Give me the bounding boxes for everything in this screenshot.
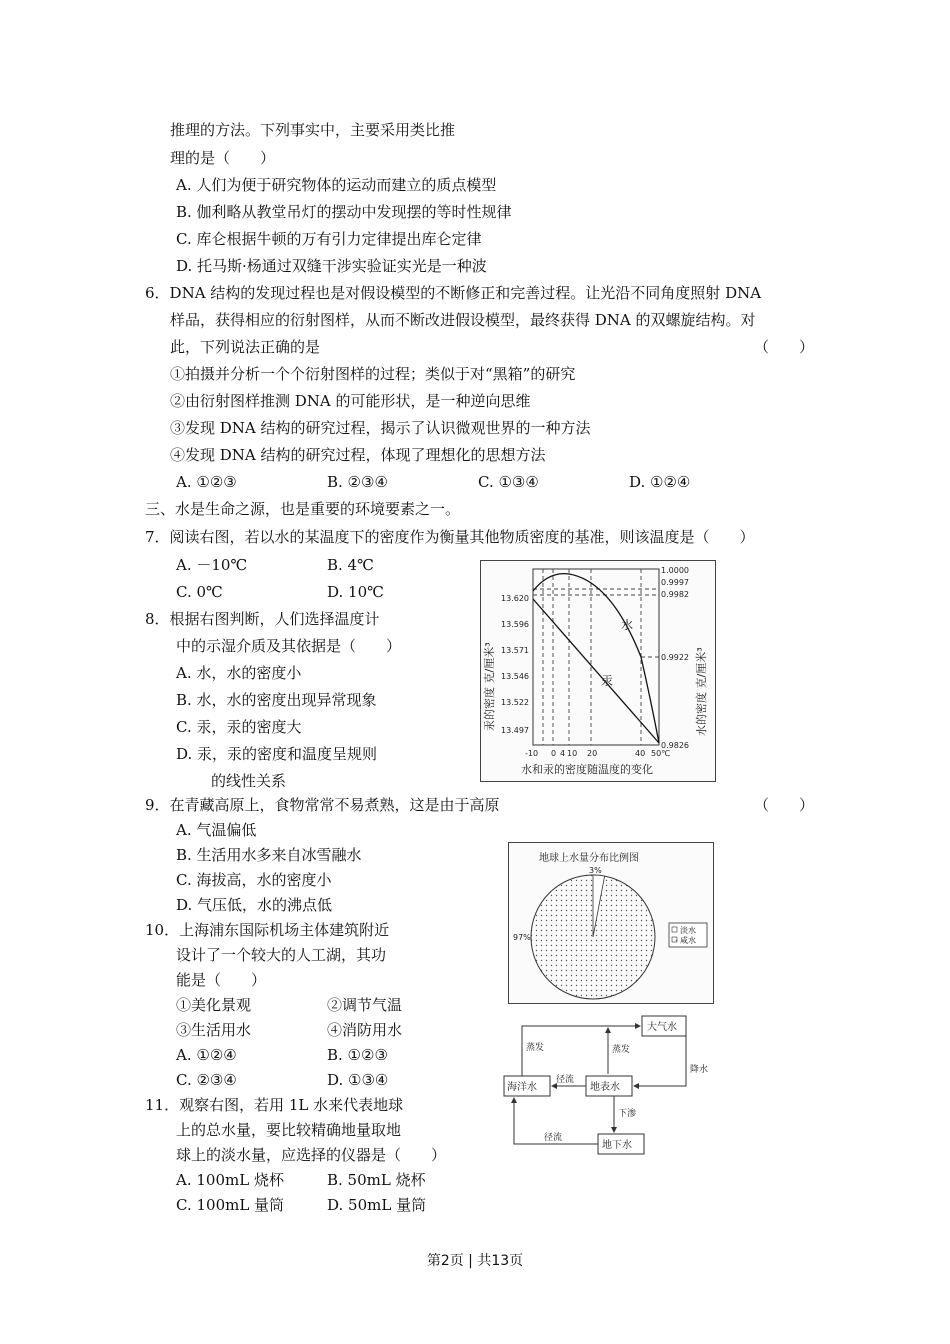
label-evap-1: 蒸发 xyxy=(526,1043,545,1053)
legend-fresh-swatch xyxy=(672,927,677,932)
q9-option-a: A. 气温偏低 xyxy=(176,821,257,839)
right-tick-5: 0.9826 xyxy=(661,741,689,750)
pie-chart-title: 地球上水量分布比例图 xyxy=(539,853,639,864)
q7-option-d: D. 10℃ xyxy=(327,583,384,601)
left-tick-2: 13.596 xyxy=(501,620,529,629)
x-tick-5: 20 xyxy=(587,749,598,758)
legend-fresh-label: 淡水 xyxy=(680,926,696,935)
density-chart-svg xyxy=(481,561,715,781)
legend-salt-label: 咸水 xyxy=(680,936,696,945)
left-tick-3: 13.571 xyxy=(501,646,529,655)
q6-statement-1: ①拍摄并分析一个个衍射图样的过程；类似于对“黑箱”的研究 xyxy=(170,365,576,383)
water-cycle-figure xyxy=(494,1012,709,1167)
q6-stem-line3: 此，下列说法正确的是 xyxy=(170,338,321,356)
q8-stem-line1: 8．根据右图判断，人们选择温度计 xyxy=(145,610,380,628)
q6-statement-4: ④发现 DNA 结构的研究过程，体现了理想化的思想方法 xyxy=(170,446,546,464)
q10-item-2: ②调节气温 xyxy=(327,996,403,1014)
q9-answer-bracket: （ ） xyxy=(754,796,815,814)
q10-item-1: ①美化景观 xyxy=(176,996,252,1014)
q9-stem: 9．在青藏高原上，食物常常不易煮熟，这是由于高原 xyxy=(145,796,500,814)
q7-option-c: C. 0℃ xyxy=(176,583,223,601)
label-runoff-1: 径流 xyxy=(556,1075,575,1085)
q6-statement-2: ②由衍射图样推测 DNA 的可能形状，是一种逆向思维 xyxy=(170,392,531,410)
x-tick-6: 40 xyxy=(635,749,646,758)
q8-option-c: C. 汞，汞的密度大 xyxy=(176,718,302,736)
label-evap-2: 蒸发 xyxy=(612,1045,631,1055)
q10-stem-line2: 设计了一个较大的人工湖，其功 xyxy=(176,946,387,964)
label-atmosphere: 大气水 xyxy=(647,1022,677,1033)
section-3-heading: 三、水是生命之源，也是重要的环境要素之一。 xyxy=(145,500,461,518)
right-tick-2: 0.9997 xyxy=(661,578,689,587)
left-tick-1: 13.620 xyxy=(501,594,529,603)
q9-option-d: D. 气压低，水的沸点低 xyxy=(176,896,333,914)
q8-option-d-line1: D. 汞，汞的密度和温度呈规则 xyxy=(176,745,378,763)
density-chart-caption: 水和汞的密度随温度的变化 xyxy=(521,763,653,776)
q5-option-b: B. 伽利略从教堂吊灯的摆动中发现摆的等时性规律 xyxy=(176,203,512,221)
right-tick-4: 0.9922 xyxy=(661,653,689,662)
right-tick-1: 1.0000 xyxy=(661,566,689,575)
q9-option-c: C. 海拔高，水的密度小 xyxy=(176,871,332,889)
q11-stem-line3: 球上的淡水量，应选择的仪器是（ ） xyxy=(176,1146,447,1164)
water-distribution-figure xyxy=(508,842,714,1004)
right-tick-3: 0.9982 xyxy=(661,590,689,599)
q5-option-d: D. 托马斯·杨通过双缝干涉实验证实光是一种波 xyxy=(176,257,487,275)
q6-option-b: B. ②③④ xyxy=(327,473,388,491)
q6-answer-bracket: （ ） xyxy=(754,338,815,356)
q8-stem-line2: 中的示湿介质及其依据是（ ） xyxy=(176,637,402,655)
q8-option-b: B. 水，水的密度出现异常现象 xyxy=(176,691,377,709)
x-tick-4: 10 xyxy=(567,749,578,758)
q6-option-a: A. ①②③ xyxy=(176,473,237,491)
arrow-precipitation xyxy=(634,1036,686,1086)
q7-option-a: A. －10℃ xyxy=(176,556,248,574)
q10-option-b: B. ①②③ xyxy=(327,1046,388,1064)
q8-option-a: A. 水，水的密度小 xyxy=(176,664,302,682)
q10-option-d: D. ①③④ xyxy=(327,1071,389,1089)
q7-option-b: B. 4℃ xyxy=(327,556,374,574)
label-runoff-2: 径流 xyxy=(544,1133,563,1143)
q6-statement-3: ③发现 DNA 结构的研究过程，揭示了认识微观世界的一种方法 xyxy=(170,419,591,437)
q10-option-a: A. ①②④ xyxy=(176,1046,237,1064)
pie-chart-svg xyxy=(509,843,713,1003)
pie-label-fresh: 3% xyxy=(589,866,602,875)
x-tick-7: 50℃ xyxy=(651,749,671,758)
q8-option-d-line2: 的线性关系 xyxy=(211,772,287,790)
right-axis-title: 水的密度 克/厘米³ xyxy=(695,647,708,736)
legend-salt-swatch xyxy=(672,937,677,942)
q6-option-c: C. ①③④ xyxy=(478,473,539,491)
x-tick-2: 0 xyxy=(551,749,557,758)
q6-stem-line1: 6．DNA 结构的发现过程也是对假设模型的不断修正和完善过程。让光沿不同角度照射 DNA xyxy=(145,284,762,302)
density-figure xyxy=(480,560,716,782)
q11-stem-line2: 上的总水量，要比较精确地量取地 xyxy=(176,1121,402,1139)
label-ocean: 海洋水 xyxy=(507,1082,537,1093)
page-footer: 第2页 | 共13页 xyxy=(426,1253,524,1269)
q6-option-d: D. ①②④ xyxy=(629,473,691,491)
q6-stem-line2: 样品，获得相应的衍射图样，从而不断改进假设模型，最终获得 DNA 的双螺旋结构。对 xyxy=(170,311,756,329)
q7-stem: 7．阅读右图，若以水的某温度下的密度作为衡量其他物质密度的基准，则该温度是（ ） xyxy=(145,528,755,546)
label-groundwater: 地下水 xyxy=(602,1140,632,1151)
q5-stem-line1: 推理的方法。下列事实中，主要采用类比推 xyxy=(170,121,456,139)
left-tick-6: 13.497 xyxy=(501,726,529,735)
left-tick-4: 13.546 xyxy=(501,672,529,681)
water-series-label: 水 xyxy=(621,618,634,632)
label-surface-water: 地表水 xyxy=(590,1082,620,1093)
q11-option-b: B. 50mL 烧杯 xyxy=(327,1171,426,1189)
label-precip: 降水 xyxy=(690,1065,709,1075)
q10-option-c: C. ②③④ xyxy=(176,1071,237,1089)
q11-option-a: A. 100mL 烧杯 xyxy=(176,1171,284,1189)
q11-option-d: D. 50mL 量筒 xyxy=(327,1196,427,1214)
water-density-curve xyxy=(533,574,659,743)
q5-stem-line2: 理的是（ ） xyxy=(170,149,276,167)
q10-stem-line3: 能是（ ） xyxy=(176,971,267,989)
q10-stem-line1: 10．上海浦东国际机场主体建筑附近 xyxy=(145,921,390,939)
water-cycle-svg xyxy=(494,1012,709,1167)
left-axis-title: 汞的密度 克/厘米³ xyxy=(483,642,496,731)
pie-label-salt: 97% xyxy=(513,933,531,942)
x-tick-1: -10 xyxy=(525,749,539,758)
density-guide-lines xyxy=(533,569,659,745)
q5-option-a: A. 人们为便于研究物体的运动而建立的质点模型 xyxy=(176,176,497,194)
q11-option-c: C. 100mL 量筒 xyxy=(176,1196,285,1214)
q10-item-3: ③生活用水 xyxy=(176,1021,252,1039)
q9-option-b: B. 生活用水多来自冰雪融水 xyxy=(176,846,362,864)
mercury-series-label: 汞 xyxy=(601,674,614,688)
mercury-density-line xyxy=(533,599,659,743)
q11-stem-line1: 11．观察右图，若用 1L 水来代表地球 xyxy=(145,1096,404,1114)
q10-item-4: ④消防用水 xyxy=(327,1021,403,1039)
x-tick-3: 4 xyxy=(560,749,566,758)
q5-option-c: C. 库仑根据牛顿的万有引力定律提出库仑定律 xyxy=(176,230,482,248)
label-infiltration: 下渗 xyxy=(618,1109,637,1119)
left-tick-5: 13.522 xyxy=(501,698,529,707)
